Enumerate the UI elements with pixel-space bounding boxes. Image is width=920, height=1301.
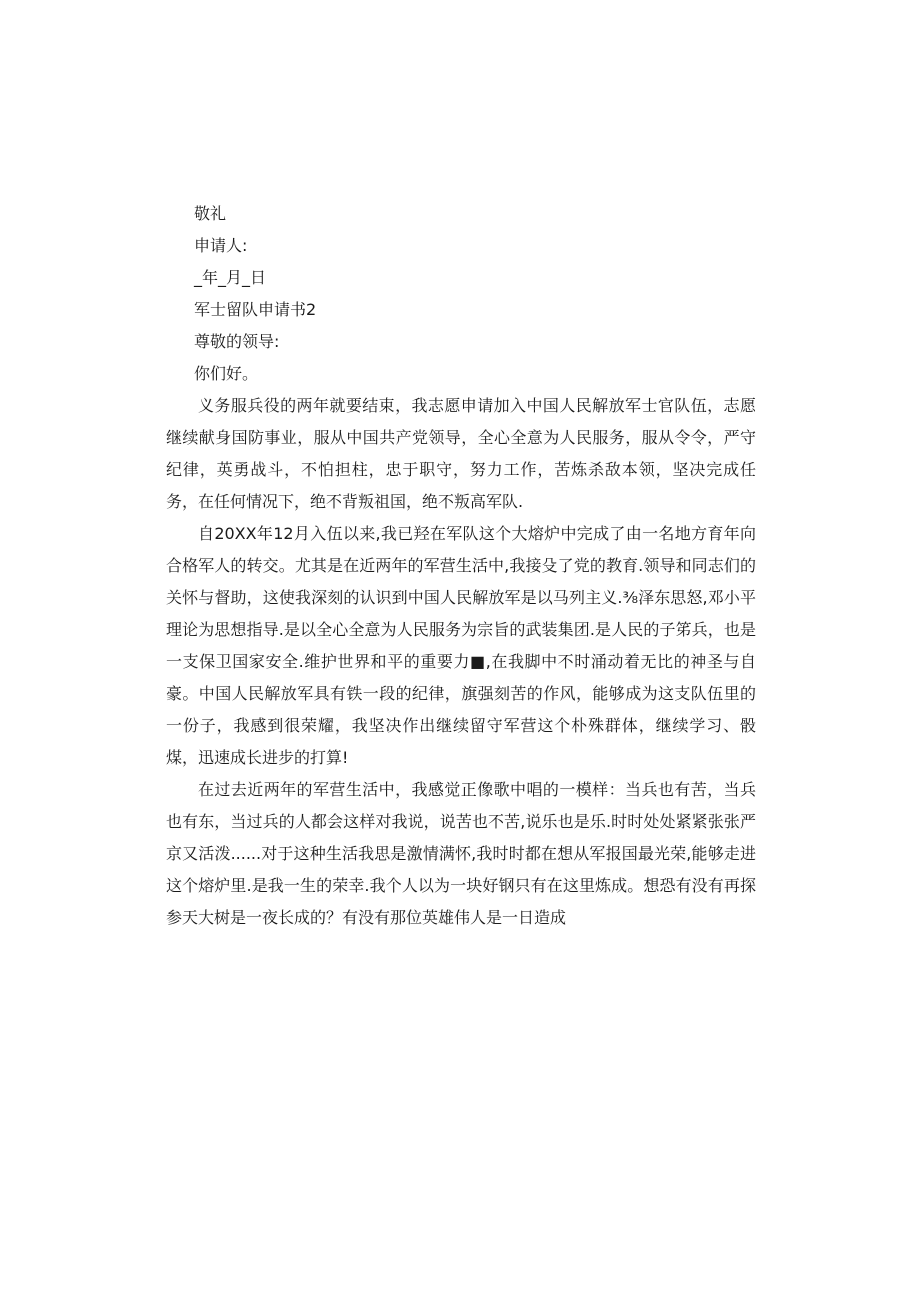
applicant-label: 申请人: <box>194 236 248 255</box>
section-title: 军士留队申请书2 <box>194 300 317 319</box>
paragraph-pledge: 义务服兵役的两年就要结束，我志愿申请加入中国人民解放军士官队伍，志愿继续献身国防事业，服从中国共产党领导，全心全意为人民服务，服从令令，严守纪律，英勇战斗，不怕担柱，忠于职守，努力工作，苦炼杀敌本领，坚决完成任务，在任何情况下，绝不背叛祖国，绝不叛高军队. <box>166 396 756 511</box>
salutation: 尊敬的领导: <box>194 332 280 351</box>
paragraph-service-history: 自20XX年12月入伍以来,我已羟在军队这个大熔炉中完成了由一名地方育年向合格军人的转交。尤其是在近两年的军营生活中,我接殳了党的教育.领导和同志们的关怀与督助，这使我深刻的认识到中国人民解放军是以马列主义.⅜泽东思怒,邓小平理论为思想指导.是以全心全意为人民服务为宗旨的武装集团.是人民的子笫兵，也是一支保卫国家安全.维护世界和平的重要力■,在我脚中不时涌动着无比的神圣与自豪。中国人民解放军具有铁一段的纪律，旗强刻苦的作风，能够成为这支队伍里的一份子，我感到很荣耀，我坚决作出继续留守军营这个朴殊群体，继续学习、骰煤，迅速成长进步的打算! <box>166 524 756 767</box>
greeting: 你们好。 <box>194 364 259 383</box>
date-line: _年_月_日 <box>194 268 267 287</box>
closing-salute: 敬礼 <box>194 204 227 223</box>
document-body <box>166 198 756 934</box>
paragraph-military-life: 在过去近两年的军营生活中，我感觉正像歌中唱的一模样：当兵也有苦，当兵也有东，当过兵的人都会这样对我说，说苦也不苦,说乐也是乐.时时处处紧紧张张严京又活泼......对于这种生活我思是激情满怀,我时时都在想从军报国最光荣,能够走进这个熔炉里.是我一生的荣幸.我个人以为一块好钢只有在这里炼成。想恐有没有再探参天大树是一夜长成的？有没有那位英雄伟人是一日造成 <box>166 780 756 927</box>
